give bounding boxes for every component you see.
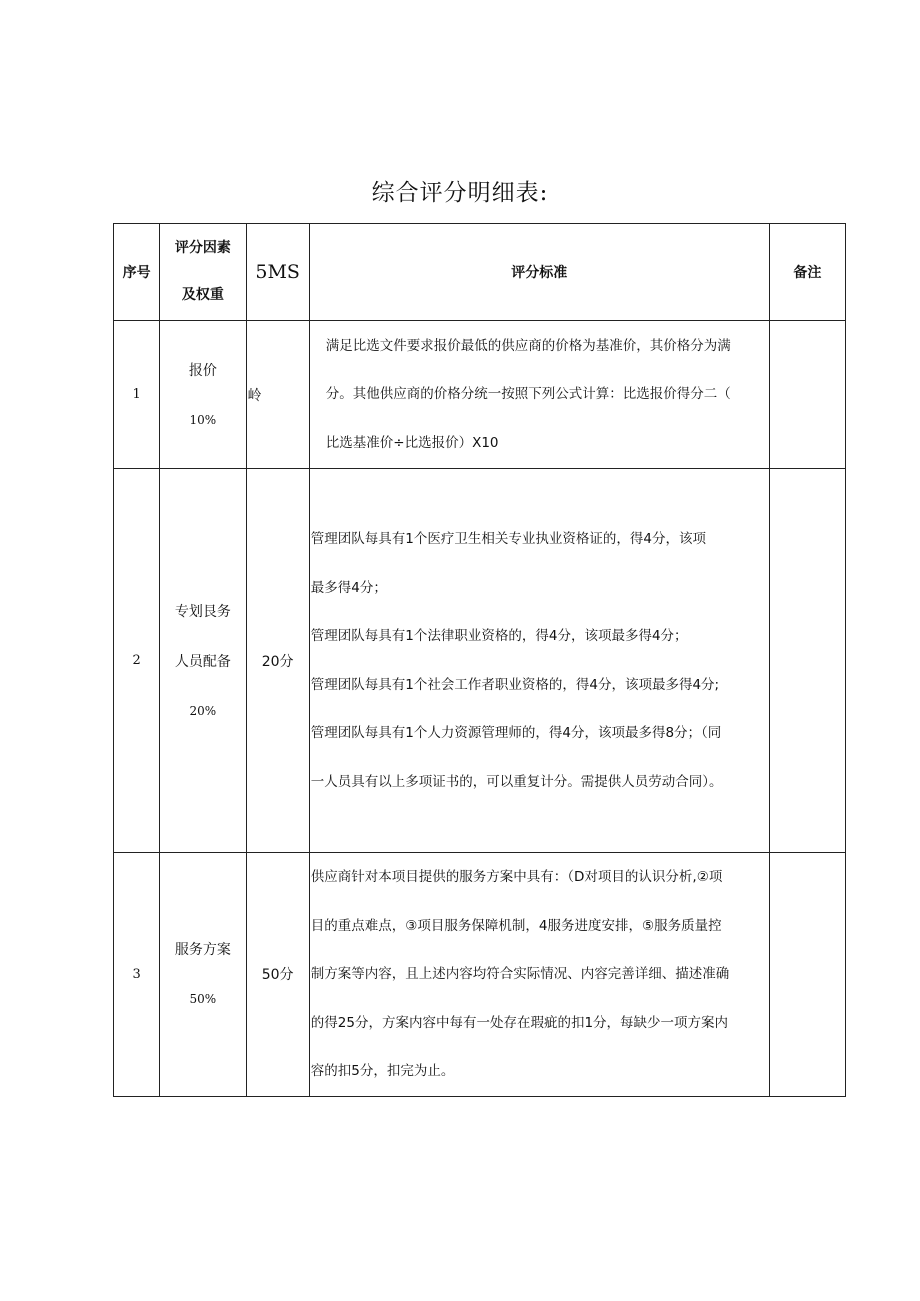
factor-weight: 10% (189, 412, 217, 427)
criteria-line: 供应商针对本项目提供的服务方案中具有：（D对项目的认识分析,②项 (310, 869, 723, 885)
criteria-line: 的得25分，方案内容中每有一处存在瑕疵的扣1分，每缺少一项方案内 (310, 1014, 729, 1031)
header-note: 备注 (769, 224, 845, 321)
factor-name: 服务方案 (174, 942, 231, 959)
row-note (769, 321, 845, 469)
header-factor (160, 224, 246, 321)
factor-name-line1: 专划艮务 (174, 603, 231, 620)
header-factor-line2: 及权重 (181, 287, 224, 303)
criteria-line: 目的重点难点，③项目服务保障机制，4服务进度安排，⑤服务质量控 (310, 917, 722, 934)
table-header-row (114, 224, 846, 321)
header-score: 5MS (246, 224, 309, 321)
criteria-line: 容的扣5分，扣完为止。 (310, 1063, 455, 1079)
factor-name: 报价 (188, 362, 217, 379)
criteria-line: 管理团队每具有1个社会工作者职业资格的，得4分，该项最多得4分; (310, 676, 720, 693)
criteria-line: 分。其他供应商的价格分统一按照下列公式计算：比选报价得分二（ (325, 386, 731, 403)
row-factor (160, 321, 246, 469)
criteria-line: 制方案等内容，且上述内容均符合实际情况、内容完善详细、描述准确 (310, 966, 730, 982)
table-row (114, 853, 846, 1097)
row-score: 20分 (246, 469, 309, 853)
criteria-line: 管理团队每具有1个法律职业资格的，得4分，该项最多得4分； (310, 628, 688, 644)
factor-weight: 20% (189, 703, 217, 718)
header-factor-line1: 评分因素 (174, 240, 231, 256)
factor-name-line2: 人员配备 (174, 653, 231, 670)
row-criteria (309, 321, 769, 469)
row-note (769, 469, 845, 853)
header-criteria: 评分标准 (309, 224, 769, 321)
criteria-line: 比选基准价÷比选报价）X10 (325, 434, 499, 451)
criteria-line: 满足比选文件要求报价最低的供应商的价格为基准价，其价格分为满 (325, 337, 731, 354)
row-score: 岭 (246, 321, 309, 469)
row-note (769, 853, 845, 1097)
criteria-line: 一人员具有以上多项证书的，可以重复计分。需提供人员劳动合同）。 (310, 773, 723, 790)
criteria-line: 管理团队每具有1个医疗卫生相关专业执业资格证的，得4分，该项 (310, 531, 706, 547)
table-row (114, 469, 846, 853)
scoring-table (113, 223, 846, 1097)
header-no: 序号 (114, 224, 160, 321)
page-title: 综合评分明细表: (371, 180, 549, 206)
row-score: 50分 (246, 853, 309, 1097)
criteria-line: 最多得4分； (310, 579, 387, 596)
row-factor (160, 469, 246, 853)
row-factor (160, 853, 246, 1097)
row-criteria (309, 853, 769, 1097)
row-no: 1 (114, 321, 160, 469)
row-no: 2 (114, 469, 160, 853)
row-criteria (309, 469, 769, 853)
factor-weight: 50% (189, 992, 217, 1007)
table-row (114, 321, 846, 469)
row-no: 3 (114, 853, 160, 1097)
criteria-line: 管理团队每具有1个人力资源管理师的，得4分，该项最多得8分；（同 (310, 725, 722, 741)
